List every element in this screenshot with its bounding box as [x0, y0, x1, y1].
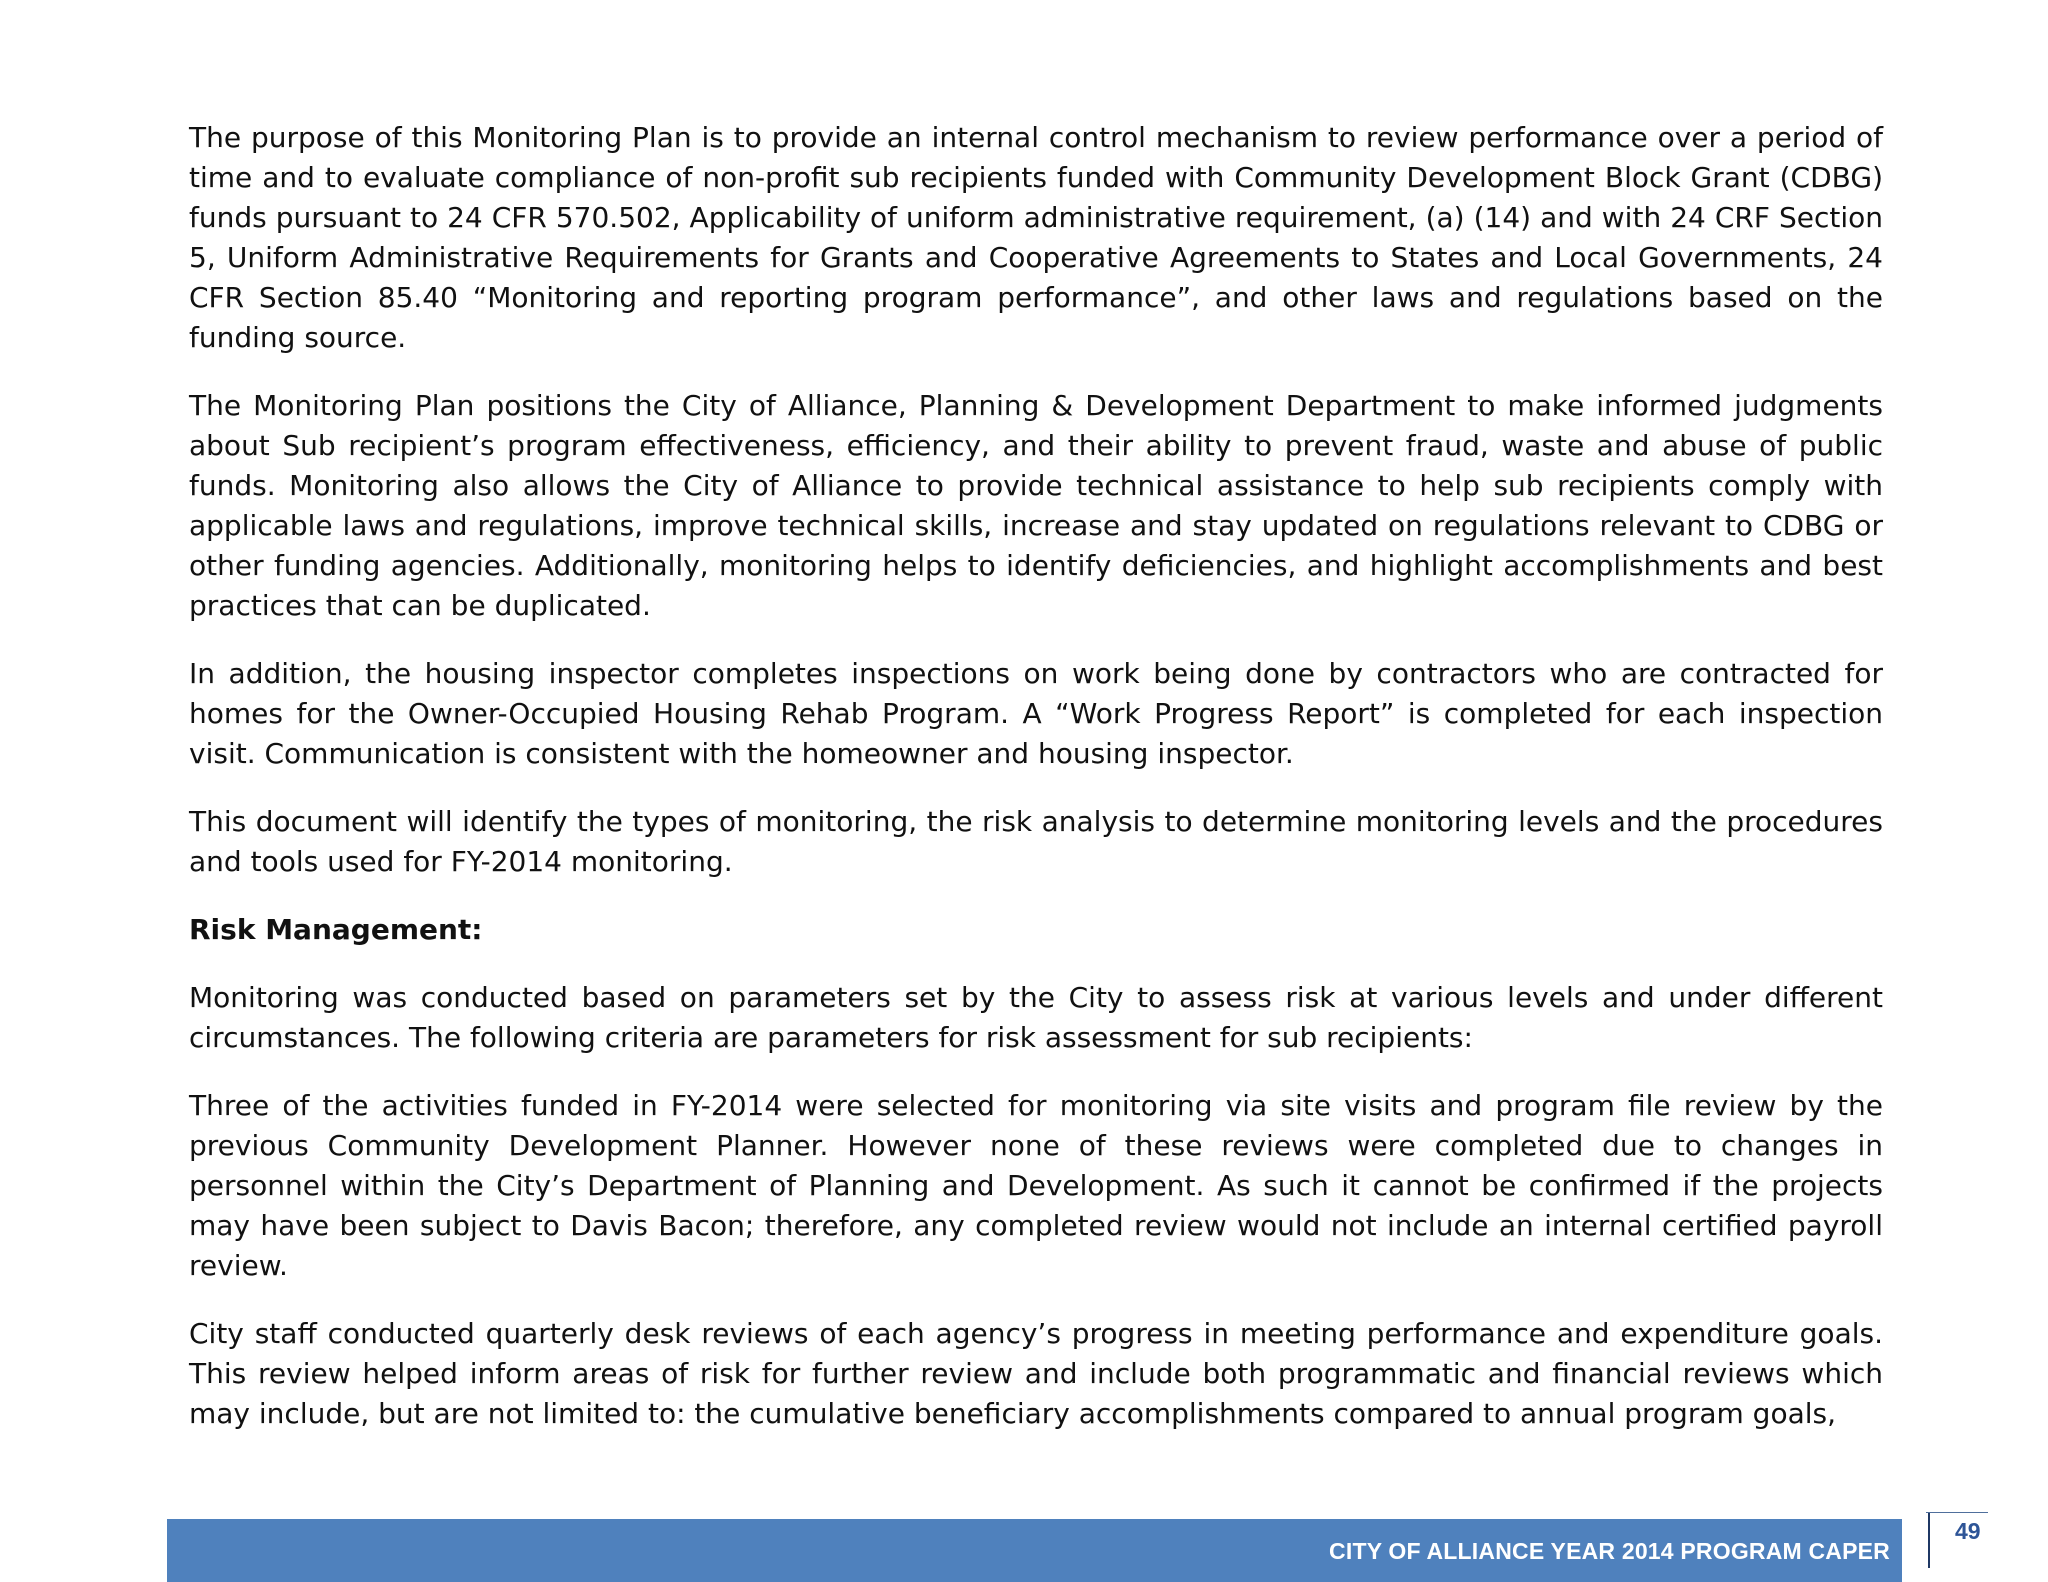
page-number: 49 — [1955, 1518, 1981, 1544]
paragraph-desk-reviews: City staff conducted quarterly desk reviews of each agency’s progress in meeting performance and expenditure goals. This review helped inform areas of risk for further review and include both programmatic and financial reviews which may include, but are not limited to: the cumulative beneficiary accomplishments compared to annual program goals, — [189, 1317, 1883, 1430]
paragraph-inspections: In addition, the housing inspector completes inspections on work being done by contractors who are contracted for homes for the Owner-Occupied Housing Rehab Program. A “Work Progress Report” is completed for each inspection visit. Communication is consistent with the homeowner and housing inspector. — [189, 657, 1883, 770]
page-number-rule-left — [1928, 1513, 1930, 1568]
footer-title: CITY OF ALLIANCE YEAR 2014 PROGRAM CAPER — [1329, 1538, 1890, 1564]
paragraph-purpose: The purpose of this Monitoring Plan is to provide an internal control mechanism to review performance over a period of time and to evaluate compliance of non-profit sub recipients funded with Community Development Block Grant (CDBG) funds pursuant to 24 CFR 570.502, Applicability of uniform administrative requirement, (a) (14) and with 24 CRF Section 5, Uniform Administrative Requirements for Grants and Cooperative Agreements to States and Local Governments, 24 CFR Section 85.40 “Monitoring and reporting program performance”, and other laws and regulations based on the funding source. — [189, 121, 1883, 354]
document-body — [189, 118, 1883, 1462]
section-heading-risk-management: Risk Management: — [189, 913, 483, 946]
paragraph-scope: This document will identify the types of monitoring, the risk analysis to determine monitoring levels and the procedures and tools used for FY-2014 monitoring. — [189, 805, 1883, 878]
paragraph-risk-parameters: Monitoring was conducted based on parameters set by the City to assess risk at various levels and under different circumstances. The following criteria are parameters for risk assessment for sub recipients: — [189, 981, 1883, 1054]
paragraph-activities-monitoring: Three of the activities funded in FY-2014 were selected for monitoring via site visits and program file review by the previous Community Development Planner. However none of these reviews were completed due to changes in personnel within the City’s Department of Planning and Development. As such it cannot be confirmed if the projects may have been subject to Davis Bacon; therefore, any completed review would not include an internal certified payroll review. — [189, 1089, 1883, 1282]
page-number-rule-top — [1926, 1512, 1988, 1513]
footer-bar — [167, 1519, 1902, 1582]
paragraph-positions: The Monitoring Plan positions the City of Alliance, Planning & Development Department to make informed judgments about Sub recipient’s program effectiveness, efficiency, and their ability to prevent fraud, waste and abuse of public funds. Monitoring also allows the City of Alliance to provide technical assistance to help sub recipients comply with applicable laws and regulations, improve technical skills, increase and stay updated on regulations relevant to CDBG or other funding agencies. Additionally, monitoring helps to identify deficiencies, and highlight accomplishments and best practices that can be duplicated. — [189, 389, 1883, 622]
